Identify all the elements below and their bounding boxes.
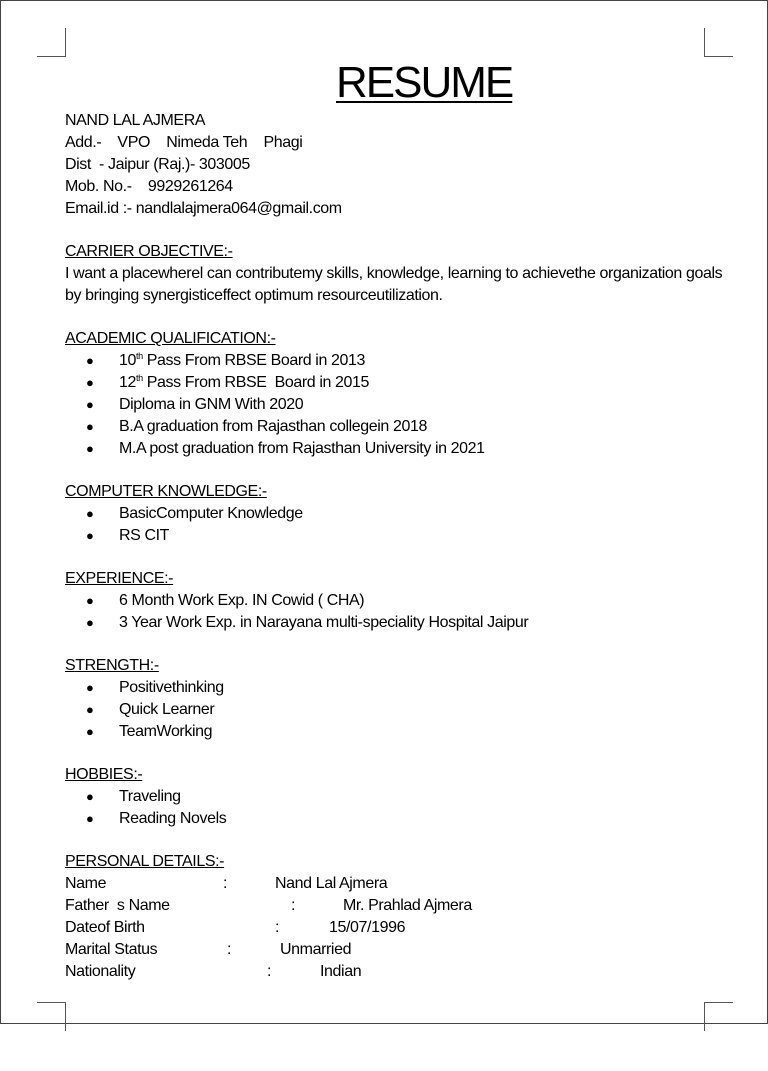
bullet-icon: ● — [86, 724, 94, 739]
strength-heading: STRENGTH:- — [65, 657, 159, 674]
detail-separator: : — [223, 875, 228, 892]
experience-heading: EXPERIENCE:- — [65, 570, 174, 587]
detail-row-name — [65, 873, 725, 895]
bullet-icon: ● — [86, 353, 94, 368]
objective-heading: CARRIER OBJECTIVE:- — [65, 243, 233, 260]
bullet-icon: ● — [86, 702, 94, 717]
list-item: ● Traveling — [65, 786, 725, 808]
contact-block — [65, 110, 725, 220]
computer-list — [65, 503, 725, 547]
list-item: ● B.A graduation from Rajasthan collegein 2018 — [65, 416, 725, 438]
address-line: Add.- VPO Nimeda Teh Phagi — [65, 134, 303, 151]
computer-section — [65, 481, 725, 547]
bullet-icon: ● — [86, 397, 94, 412]
detail-value: Unmarried — [280, 941, 352, 958]
detail-value: Indian — [320, 963, 362, 980]
detail-separator: : — [227, 941, 232, 958]
bullet-icon: ● — [86, 615, 94, 630]
bullet-icon: ● — [86, 789, 94, 804]
resume-content — [65, 110, 725, 983]
personal-section — [65, 851, 725, 983]
email-line: Email.id :- nandlalajmera064@gmail.com — [65, 200, 342, 217]
academic-section — [65, 328, 725, 460]
objective-section — [65, 241, 725, 307]
list-item: ● Diploma in GNM With 2020 — [65, 394, 725, 416]
experience-section — [65, 568, 725, 634]
personal-heading: PERSONAL DETAILS:- — [65, 853, 225, 870]
detail-row-marital-status — [65, 939, 725, 961]
strength-list — [65, 677, 725, 743]
list-item: ● Reading Novels — [65, 808, 725, 830]
list-item: ● 3 Year Work Exp. in Narayana multi-speciality Hospital Jaipur — [65, 612, 725, 634]
computer-heading: COMPUTER KNOWLEDGE:- — [65, 483, 267, 500]
district-line: Dist - Jaipur (Raj.)- 303005 — [65, 156, 250, 173]
bullet-icon: ● — [86, 419, 94, 434]
detail-label: Name — [65, 875, 107, 892]
bullet-icon: ● — [86, 375, 94, 390]
bullet-icon: ● — [86, 593, 94, 608]
bullet-icon: ● — [86, 680, 94, 695]
bullet-icon: ● — [86, 441, 94, 456]
academic-heading: ACADEMIC QUALIFICATION:- — [65, 330, 276, 347]
detail-label: Nationality — [65, 963, 136, 980]
detail-separator: : — [291, 897, 296, 914]
academic-list — [65, 350, 725, 460]
list-item: ● 6 Month Work Exp. IN Cowid ( CHA) — [65, 590, 725, 612]
strength-section — [65, 655, 725, 743]
detail-label: Dateof Birth — [65, 919, 145, 936]
detail-separator: : — [275, 919, 280, 936]
hobbies-section — [65, 764, 725, 830]
hobbies-list — [65, 786, 725, 830]
detail-separator: : — [267, 963, 272, 980]
detail-label: Father s Name — [65, 897, 170, 914]
list-item: ● RS CIT — [65, 525, 725, 547]
experience-list — [65, 590, 725, 634]
detail-value: 15/07/1996 — [329, 919, 406, 936]
list-item: ● M.A post graduation from Rajasthan University in 2021 — [65, 438, 725, 460]
list-item: ● 10th Pass From RBSE Board in 2013 — [65, 350, 725, 372]
document-title: RESUME — [336, 58, 513, 107]
detail-row-nationality — [65, 961, 725, 983]
objective-text: I want a placewherel can contributemy skills, knowledge, learning to achievethe organization goals by bringing synergisticeffect optimum resourceutilization. — [65, 265, 723, 304]
bullet-icon: ● — [86, 811, 94, 826]
hobbies-heading: HOBBIES:- — [65, 766, 143, 783]
candidate-name: NAND LAL AJMERA — [65, 112, 206, 129]
bullet-icon: ● — [86, 506, 94, 521]
detail-value: Mr. Prahlad Ajmera — [343, 897, 472, 914]
bullet-icon: ● — [86, 528, 94, 543]
crop-mark-top-right — [704, 28, 733, 57]
detail-row-dob — [65, 917, 725, 939]
list-item: ● 12th Pass From RBSE Board in 2015 — [65, 372, 725, 394]
list-item: ● Positivethinking — [65, 677, 725, 699]
detail-value: Nand Lal Ajmera — [275, 875, 388, 892]
mobile-line: Mob. No.- 9929261264 — [65, 178, 233, 195]
list-item: ● BasicComputer Knowledge — [65, 503, 725, 525]
crop-mark-bottom-left — [37, 1002, 66, 1031]
crop-mark-bottom-right — [704, 1002, 733, 1031]
detail-label: Marital Status — [65, 941, 158, 958]
list-item: ● Quick Learner — [65, 699, 725, 721]
crop-mark-top-left — [37, 28, 66, 57]
list-item: ● TeamWorking — [65, 721, 725, 743]
detail-row-father-name — [65, 895, 725, 917]
